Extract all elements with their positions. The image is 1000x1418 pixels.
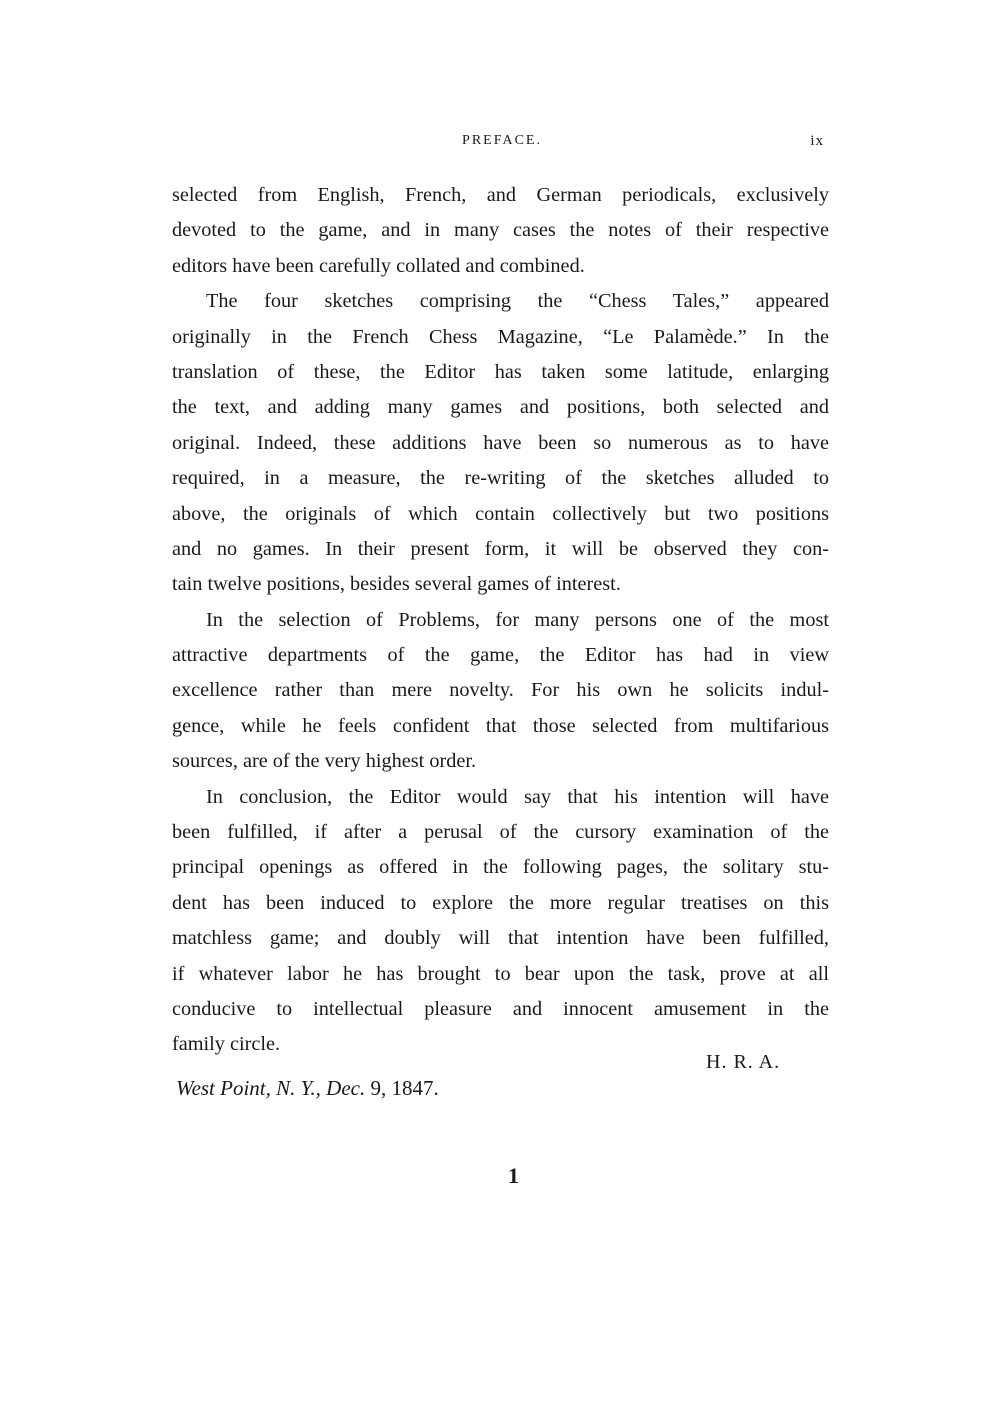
text-line: gence, while he feels confident that those selected from multifarious — [172, 714, 829, 737]
text-line: In conclusion, the Editor would say that his intention will have — [206, 785, 829, 808]
dateline-date: 9, 1847. — [370, 1076, 439, 1100]
page-number: ix — [810, 133, 824, 149]
text-line: In the selection of Problems, for many persons one of the most — [206, 608, 829, 631]
dateline — [176, 1076, 439, 1101]
text-line: selected from English, French, and German periodicals, exclusively — [172, 184, 829, 206]
text-line: conducive to intellectual pleasure and innocent amusement in the — [172, 997, 829, 1020]
text-line: matchless game; and doubly will that intention have been fulfilled, — [172, 927, 829, 950]
dateline-place: West Point, N. Y., Dec. — [176, 1076, 366, 1100]
text-line: if whatever labor he has brought to bear upon the task, prove at all — [172, 962, 829, 985]
text-line: excellence rather than mere novelty. For his own he solicits indul- — [172, 679, 829, 702]
text-line: been fulfilled, if after a perusal of the cursory examination of the — [172, 821, 829, 844]
text-line: dent has been induced to explore the more regular treatises on this — [172, 891, 829, 914]
text-line: tain twelve positions, besides several games of interest. — [172, 573, 621, 596]
author-initials: H. R. A. — [706, 1051, 781, 1073]
text-line: required, in a measure, the re-writing of the sketches alluded to — [172, 467, 829, 490]
text-line: and no games. In their present form, it will be observed they con- — [172, 537, 829, 560]
text-line: above, the originals of which contain collectively but two positions — [172, 502, 829, 525]
text-line: translation of these, the Editor has taken some latitude, enlarging — [172, 360, 829, 383]
signature-mark: 1 — [508, 1163, 519, 1188]
running-head — [172, 133, 832, 157]
text-line: editors have been carefully collated and combined. — [172, 254, 585, 277]
text-line: principal openings as offered in the following pages, the solitary stu- — [172, 856, 829, 879]
text-line: originally in the French Chess Magazine, “Le Palamède.” In the — [172, 325, 829, 348]
text-line: original. Indeed, these additions have been so numerous as to have — [172, 431, 829, 454]
preface-body — [172, 178, 829, 1063]
text-line: devoted to the game, and in many cases the notes of their respective — [172, 219, 829, 242]
text-line: the text, and adding many games and positions, both selected and — [172, 396, 829, 419]
text-line: The four sketches comprising the “Chess Tales,” appeared — [206, 290, 829, 313]
text-line: family circle. — [172, 1033, 281, 1056]
running-title: PREFACE. — [462, 133, 542, 148]
text-line: attractive departments of the game, the Editor has had in view — [172, 644, 829, 667]
text-line: sources, are of the very highest order. — [172, 750, 477, 773]
